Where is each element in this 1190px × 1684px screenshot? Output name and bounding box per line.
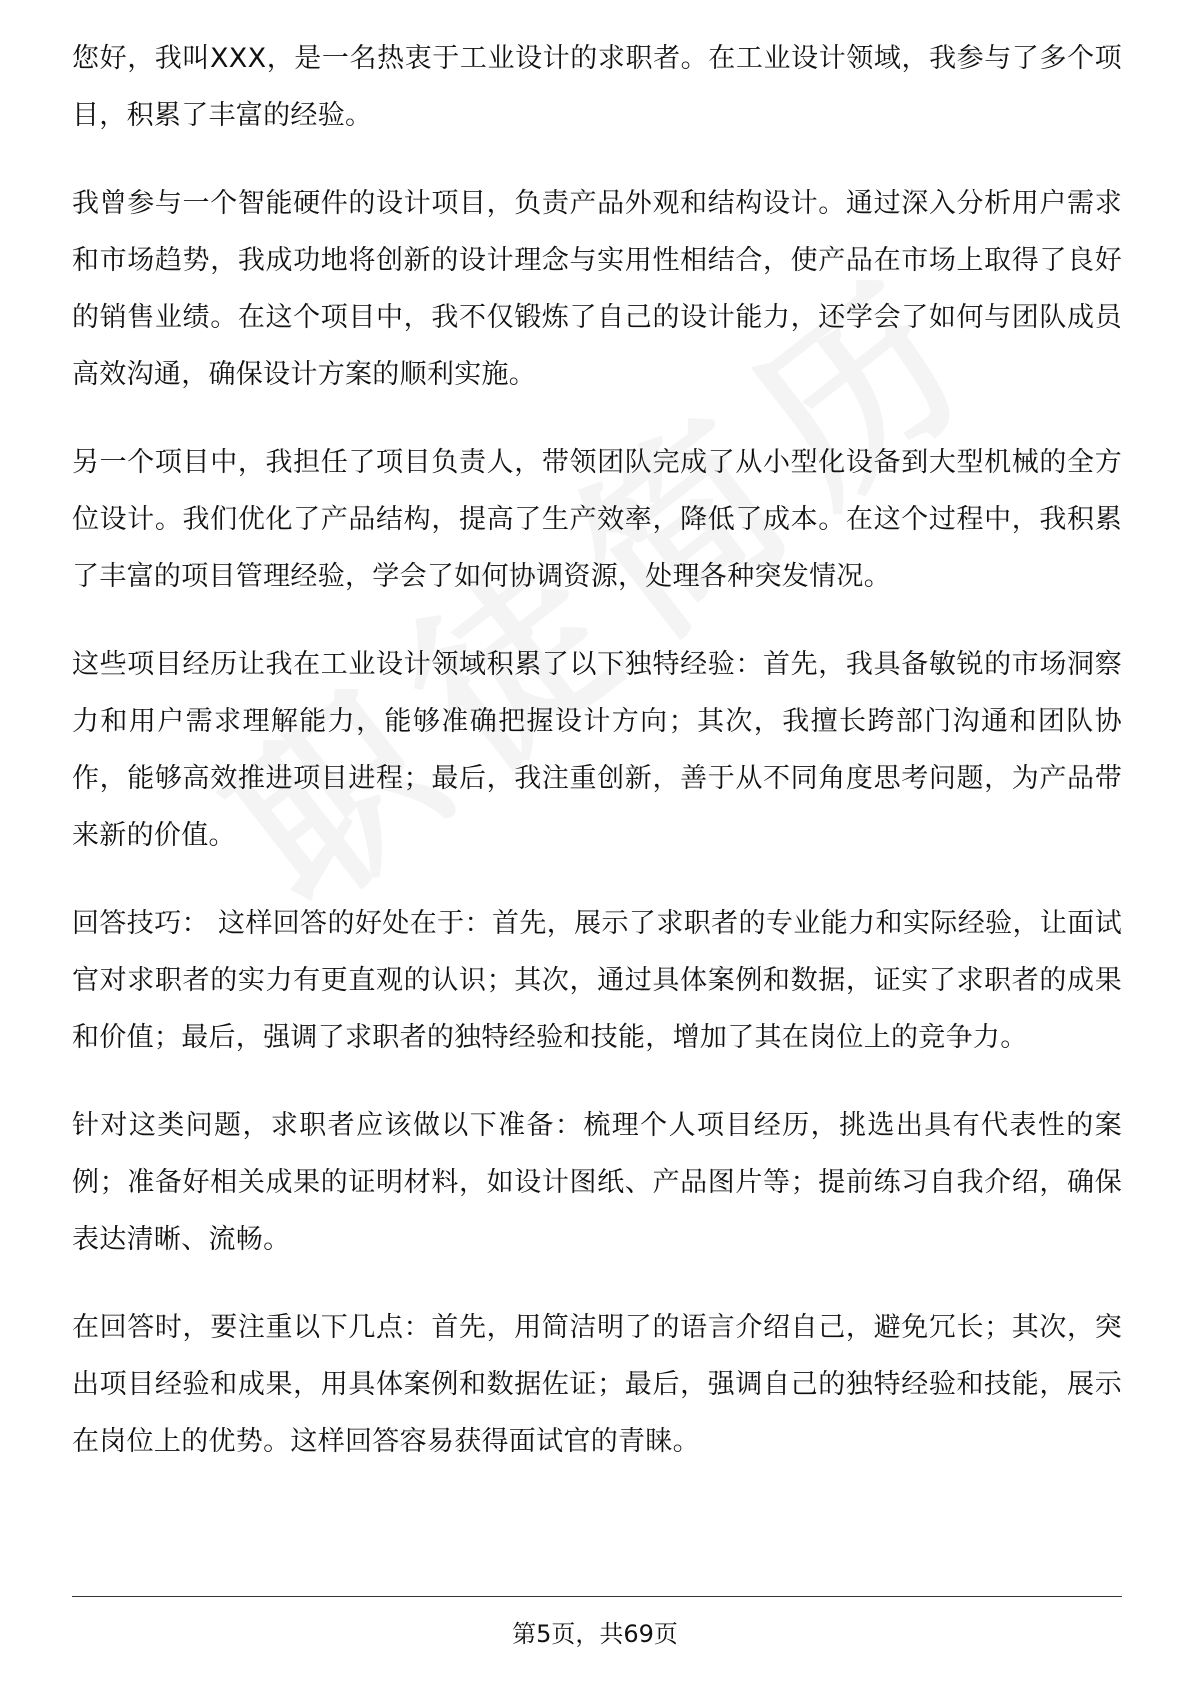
paragraph-answer-tips: 回答技巧： 这样回答的好处在于：首先，展示了求职者的专业能力和实际经验，让面试官对求职者的实力有更直观的认识；其次，通过具体案例和数据，证实了求职者的成果和价值；最后，强调了求职者的独特经验和技能，增加了其在岗位上的竞争力。 [72, 908, 1122, 1053]
paragraph-project-lead: 另一个项目中，我担任了项目负责人，带领团队完成了从小型化设备到大型机械的全方位设计。我们优化了产品结构，提高了生产效率，降低了成本。在这个过程中，我积累了丰富的项目管理经验，学会了如何协调资源，处理各种突发情况。 [72, 447, 1122, 592]
paragraph-preparation: 针对这类问题，求职者应该做以下准备：梳理个人项目经历，挑选出具有代表性的案例；准备好相关成果的证明材料，如设计图纸、产品图片等；提前练习自我介绍，确保表达清晰、流畅。 [72, 1110, 1122, 1255]
paragraph-unique-experience: 这些项目经历让我在工业设计领域积累了以下独特经验：首先，我具备敏锐的市场洞察力和用户需求理解能力，能够准确把握设计方向；其次，我擅长跨部门沟通和团队协作，能够高效推进项目进程；最后，我注重创新，善于从不同角度思考问题，为产品带来新的价值。 [72, 649, 1122, 851]
footer-divider [72, 1596, 1122, 1597]
paragraph-smart-hardware-project: 我曾参与一个智能硬件的设计项目，负责产品外观和结构设计。通过深入分析用户需求和市场趋势，我成功地将创新的设计理念与实用性相结合，使产品在市场上取得了良好的销售业绩。在这个项目中，我不仅锻炼了自己的设计能力，还学会了如何与团队成员高效沟通，确保设计方案的顺利实施。 [72, 188, 1122, 390]
paragraph-intro: 您好，我叫XXX，是一名热衷于工业设计的求职者。在工业设计领域，我参与了多个项目，积累了丰富的经验。 [72, 43, 1122, 131]
paragraph-answer-points: 在回答时，要注重以下几点：首先，用简洁明了的语言介绍自己，避免冗长；其次，突出项目经验和成果，用具体案例和数据佐证；最后，强调自己的独特经验和技能，展示在岗位上的优势。这样回答容易获得面试官的青睐。 [72, 1312, 1122, 1457]
document-body [72, 30, 1122, 1501]
page-number: 第5页，共69页 [512, 1620, 678, 1648]
